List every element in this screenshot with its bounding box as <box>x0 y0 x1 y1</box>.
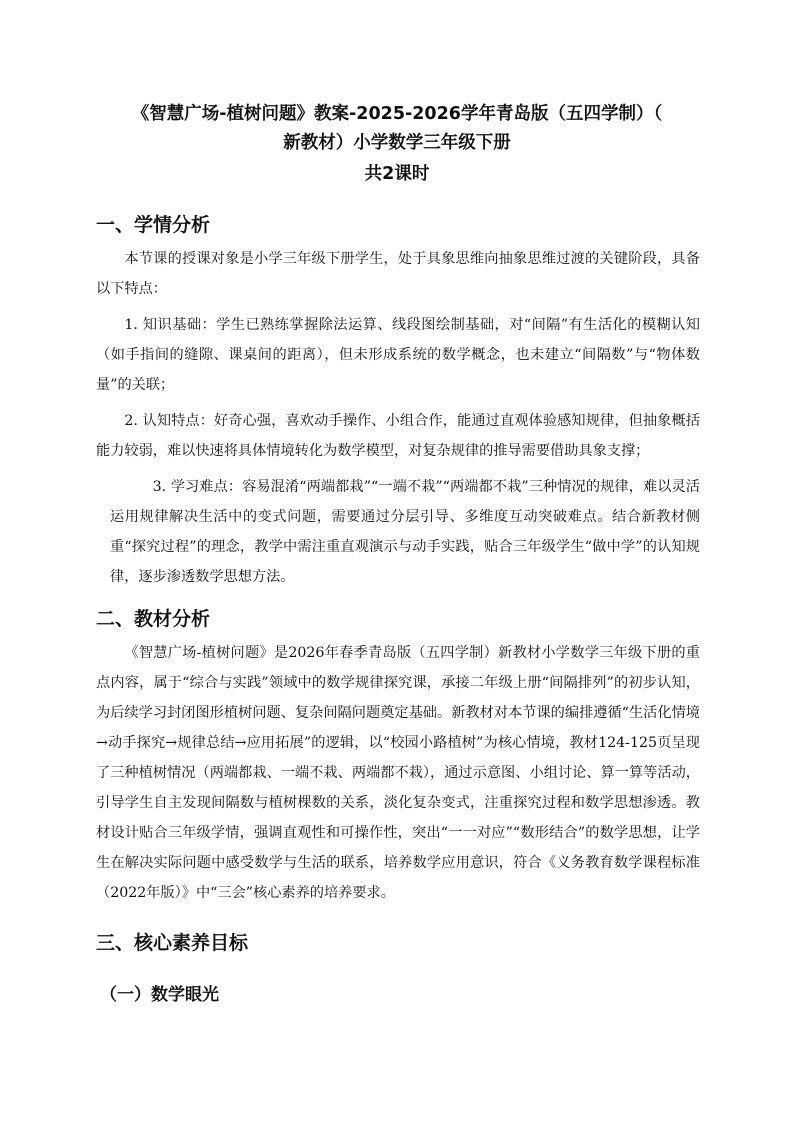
document-title <box>96 100 698 189</box>
title-line-2: 新教材）小学数学三年级下册 <box>283 133 511 153</box>
subsection-heading-1: （一）数学眼光 <box>100 985 219 1005</box>
section-heading-3: 三、核心素养目标 <box>96 932 249 954</box>
section1-intro: 本节课的授课对象是小学三年级下册学生，处于具象思维向抽象思维过渡的关键阶段，具备以下特点： <box>96 251 700 297</box>
section1-item-2: 2. 认知特点：好奇心强，喜欢动手操作、小组合作，能通过直观体验感知规律，但抽象概括能力较弱，难以快速将具体情境转化为数学模型，对复杂规律的推导需要借助具象支撑； <box>96 413 700 459</box>
section1-body <box>96 244 700 592</box>
section1-item-3: 3. 学习难点：容易混淆“两端都栽”“一端不栽”“两端都不栽”三种情况的规律，难以灵活运用规律解决生活中的变式问题，需要通过分层引导、多维度互动突破难点。结合新教材侧重“探究过程”的理念，教学中需注重直观演示与动手实践，贴合三年级学生“做中学”的认知规律，逐步渗透数学思想方法。 <box>110 479 700 585</box>
section2-body: 《智慧广场-植树问题》是2026年春季青岛版（五四学制）新教材小学数学三年级下册的重点内容，属于“综合与实践”领域中的数学规律探究课，承接二年级上册“间隔排列”的初步认知，为后续学习封闭图形植树问题、复杂间隔问题奠定基础。新教材对本节课的编排遵循“生活化情境→动手探究→规律总结→应用拓展”的逻辑，以“校园小路植树”为核心情境，教材124-125页呈现了三种植树情况（两端都栽、一端不栽、两端都不栽），通过示意图、小组讨论、算一算等活动，引导学生自主发现间隔数与植树棵数的关系，淡化复杂变式，注重探究过程和数学思想渗透。教材设计贴合三年级学情，强调直观性和可操作性，突出“一一对应”“数形结合”的数学思想，让学生在解决实际问题中感受数学与生活的联系，培养数学应用意识，符合《义务教育数学课程标准（2022年版）》中“三会”核心素养的培养要求。 <box>96 645 700 901</box>
title-line-1: 《智慧广场-植树问题》教案-2025-2026学年青岛版（五四学制）（ <box>131 104 663 124</box>
section-heading-1: 一、学情分析 <box>96 214 211 236</box>
title-line-3: 共2课时 <box>364 164 430 184</box>
section1-item-1: 1. 知识基础：学生已熟练掌握除法运算、线段图绘制基础，对“间隔”有生活化的模糊认知（如手指间的缝隙、课桌间的距离），但未形成系统的数学概念，也未建立“间隔数”与“物体数量”的关联； <box>96 317 700 393</box>
section-heading-2: 二、教材分析 <box>96 608 211 630</box>
